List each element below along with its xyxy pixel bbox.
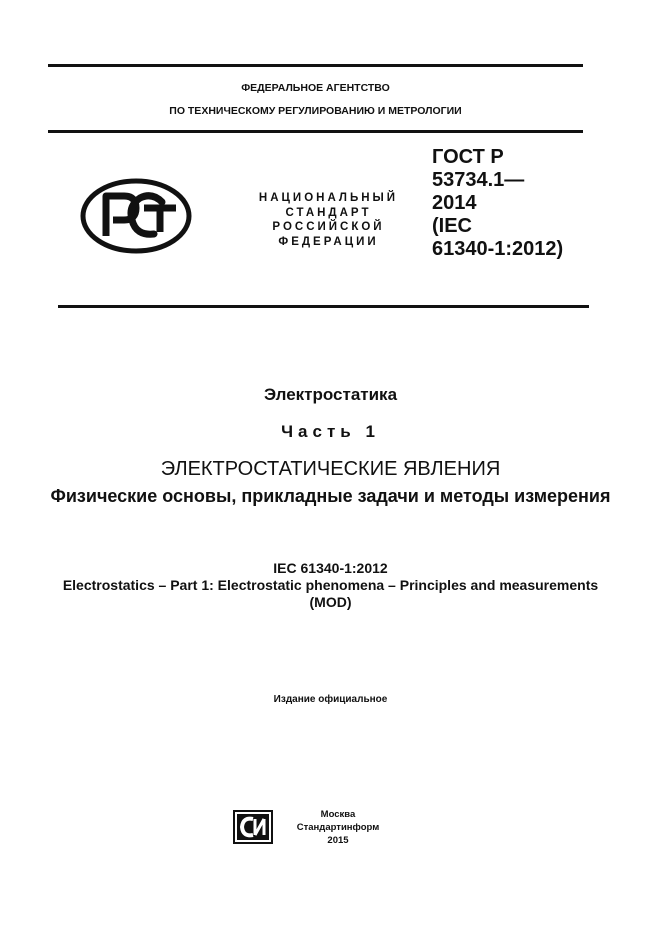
publisher-city: Москва [320, 809, 356, 820]
label-line: СТАНДАРТ [285, 206, 372, 219]
label-line: ФЕДЕРАЦИИ [278, 235, 379, 248]
agency-line-1: ФЕДЕРАЛЬНОЕ АГЕНТСТВО [241, 82, 390, 94]
gost-number-line: (IEC [432, 215, 472, 237]
publisher-name: Стандартинформ [296, 822, 380, 833]
title-top: Электростатика [263, 385, 398, 404]
gost-number-line: 2014 [432, 192, 477, 214]
label-line: НАЦИОНАЛЬНЫЙ [258, 192, 399, 204]
gost-number [432, 146, 602, 261]
national-standard-label [246, 191, 411, 249]
publisher-logo [233, 810, 273, 844]
top-rule [48, 64, 583, 67]
iec-number: IEC 61340-1:2012 [273, 560, 388, 576]
gost-logo [80, 178, 192, 254]
agency-line-2: ПО ТЕХНИЧЕСКОМУ РЕГУЛИРОВАНИЮ И МЕТРОЛОГИИ [169, 105, 462, 117]
label-line: РОССИЙСКОЙ [272, 221, 385, 233]
header-rule [48, 130, 583, 133]
publisher-info [278, 808, 398, 847]
iec-block [40, 560, 621, 611]
iec-title: Electrostatics – Part 1: Electrostatic phenomena – Principles and measurements [62, 577, 599, 593]
main-title: ЭЛЕКТРОСТАТИЧЕСКИЕ ЯВЛЕНИЯ [160, 458, 501, 480]
edition-label: Издание официальное [273, 694, 388, 705]
standard-rule [58, 305, 589, 308]
part-label: Часть 1 [281, 422, 380, 441]
iec-mod: (MOD) [309, 594, 352, 610]
gost-number-line: ГОСТ Р [432, 146, 504, 168]
gost-number-line: 53734.1— [432, 169, 525, 191]
gost-number-line: 61340-1:2012) [432, 238, 564, 260]
publisher-year: 2015 [327, 835, 349, 846]
subtitle: Физические основы, прикладные задачи и методы измерения [50, 486, 611, 506]
